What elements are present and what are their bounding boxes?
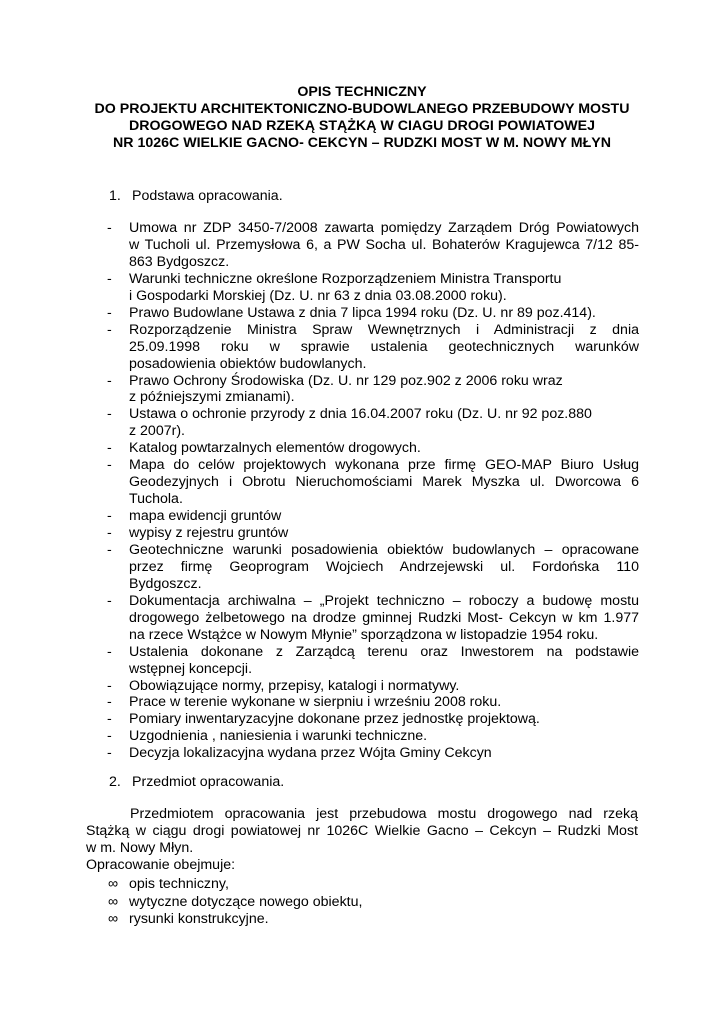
list-item-line: posadowienia obiektów budowlanych. [129,355,367,372]
dash-bullet: - [107,541,112,558]
list-item-line: Ustalenia dokonane z Zarządcą terenu oraz Inwestorem na podstawie [129,643,639,660]
section-heading-2 [109,774,284,791]
list-item-line: na rzece Wstążce w Nowym Młynie” sporządzona w listopadzie 1954 roku. [129,626,599,643]
dash-bullet: - [107,643,112,660]
title-line: NR 1026C WIELKIE GACNO- CEKCYN – RUDZKI MOST W M. NOWY MŁYN [113,135,611,151]
list-item-line: Geodezyjnych i Obrotu Nieruchomościami Marek Myszka ul. Dworcowa 6 [129,474,639,491]
paragraph-line: w m. Nowy Młyn. [86,840,194,856]
list-item [107,678,639,695]
list-item-line: przez firmę Geoprogram Wojciech Andrzejewski ul. Fordońska 110 [129,558,639,575]
list-item-line: 25.09.1998 roku w sprawie ustalenia geotechnicznych warunków [129,338,639,355]
dash-bullet: - [107,270,112,287]
dash-bullet: - [107,321,112,338]
list-item-line: Prawo Budowlane Ustawa z dnia 7 lipca 1994 roku (Dz. U. nr 89 poz.414). [129,304,596,321]
list-item-line: Geotechniczne warunki posadowienia obiektów budowlanych – opracowane [129,541,639,558]
list-item-line: wstępnej koncepcji. [129,660,253,677]
subject-paragraph [86,806,638,874]
list-item-line: Ustawa o ochronie przyrody z dnia 16.04.2007 roku (Dz. U. nr 92 poz.880 [129,406,592,423]
list-item-line: Decyzja lokalizacyjna wydana przez Wójta Gminy Cekcyn [129,745,492,762]
list-item-line: Uzgodnienia , naniesienia i warunki techniczne. [129,728,428,745]
list-item [108,894,362,912]
section-heading-1 [109,188,283,205]
list-item [107,508,639,525]
infinity-bullet-icon: ∞ [108,876,119,892]
dash-bullet: - [107,304,112,321]
dash-bullet: - [107,440,112,457]
title-line: DO PROJEKTU ARCHITEKTONICZNO-BUDOWLANEGO PRZEBUDOWY MOSTU [94,101,630,117]
list-item-line: w Tucholi ul. Przemysłowa 6, a PW Socha ul. Bohaterów Kragujewca 7/12 85- [129,237,639,253]
list-item-line: Mapa do celów projektowych wykonana prze firmę GEO-MAP Biuro Usług [129,457,639,474]
dash-bullet: - [107,507,112,524]
section-label: Przedmiot opracowania. [132,774,285,790]
scope-label: Opracowanie obejmuje: [86,856,236,873]
list-item-line: i Gospodarki Morskiej (Dz. U. nr 63 z dnia 03.08.2000 roku). [129,287,507,304]
list-item [107,542,639,593]
list-item [107,728,639,745]
list-item-line: Prace w terenie wykonane w sierpniu i wrześniu 2008 roku. [129,694,502,711]
list-item [107,711,639,728]
list-item-line: Pomiary inwentaryzacyjne dokonane przez jednostkę projektową. [129,711,540,728]
list-item-line: Prawo Ochrony Środowiska (Dz. U. nr 129 poz.902 z 2006 roku wraz [129,372,563,389]
dash-bullet: - [107,745,112,762]
dash-bullet: - [107,711,112,728]
list-item-line: Rozporządzenie Ministra Spraw Wewnętrznych i Administracji z dnia [129,321,639,338]
dash-bullet: - [107,694,112,711]
section-number: 1. [109,188,121,204]
dash-bullet: - [107,592,112,609]
paragraph-line: Przedmiotem opracowania jest przebudowa mostu drogowego nad rzeką [130,806,638,822]
section-number: 2. [109,774,121,790]
scope-list [108,876,362,929]
list-item-line: z 2007r). [129,423,185,440]
list-item-line: z późniejszymi zmianami). [129,389,295,406]
list-item [108,911,362,929]
list-item [107,745,639,762]
list-item [107,322,639,373]
list-item-text: rysunki konstrukcyjne. [129,911,269,927]
list-item [107,694,639,711]
list-item [107,305,639,322]
title-line: OPIS TECHNICZNY [297,84,427,100]
list-item [107,440,639,457]
list-item-text: opis techniczny, [129,876,229,892]
infinity-bullet-icon: ∞ [108,893,119,910]
list-item-line: 863 Bydgoszcz. [129,254,230,270]
list-item-line: Katalog powtarzalnych elementów drogowych. [129,440,421,457]
list-item [107,457,639,508]
paragraph-line: Stążką w ciągu drogi powiatowej nr 1026C Wielkie Gacno – Cekcyn – Rudzki Most [86,823,638,839]
list-item-line: drogowego żelbetowego na drodze gminnej Rudzki Most- Cekcyn w km 1.977 [129,609,639,626]
title-line: DROGOWEGO NAD RZEKĄ STĄŻKĄ W CIAGU DROGI POWIATOWEJ [128,118,596,134]
dash-bullet: - [107,220,112,236]
list-item-line: Warunki techniczne określone Rozporządzeniem Ministra Transportu [129,270,562,287]
list-item-line: Umowa nr ZDP 3450-7/2008 zawarta pomiędzy Zarządem Dróg Powiatowych [129,220,639,236]
list-item [107,220,639,271]
list-item-text: wytyczne dotyczące nowego obiektu, [129,893,363,910]
dash-bullet: - [107,728,112,745]
list-item-line: Bydgoszcz. [129,575,202,592]
dash-bullet: - [107,457,112,474]
list-item-line: Tuchola. [129,491,183,508]
list-item-line: mapa ewidencji gruntów [129,507,282,524]
list-item-line: Dokumentacja archiwalna – „Projekt techniczno – roboczy a budowę mostu [129,592,639,609]
dash-bullet: - [107,677,112,694]
document-title [60,84,664,152]
infinity-bullet-icon: ∞ [108,911,119,927]
list-item [107,406,639,440]
list-item [107,593,639,644]
list-item [107,525,639,542]
dash-bullet: - [107,524,112,541]
dash-bullet: - [107,372,112,389]
list-item-line: Obowiązujące normy, przepisy, katalogi i normatywy. [129,677,460,694]
list-item [107,373,639,407]
list-item [108,876,362,894]
list-item [107,644,639,678]
section-label: Podstawa opracowania. [132,188,283,204]
list-item [107,271,639,305]
sources-list [107,220,639,762]
dash-bullet: - [107,406,112,423]
list-item-line: wypisy z rejestru gruntów [129,524,289,541]
